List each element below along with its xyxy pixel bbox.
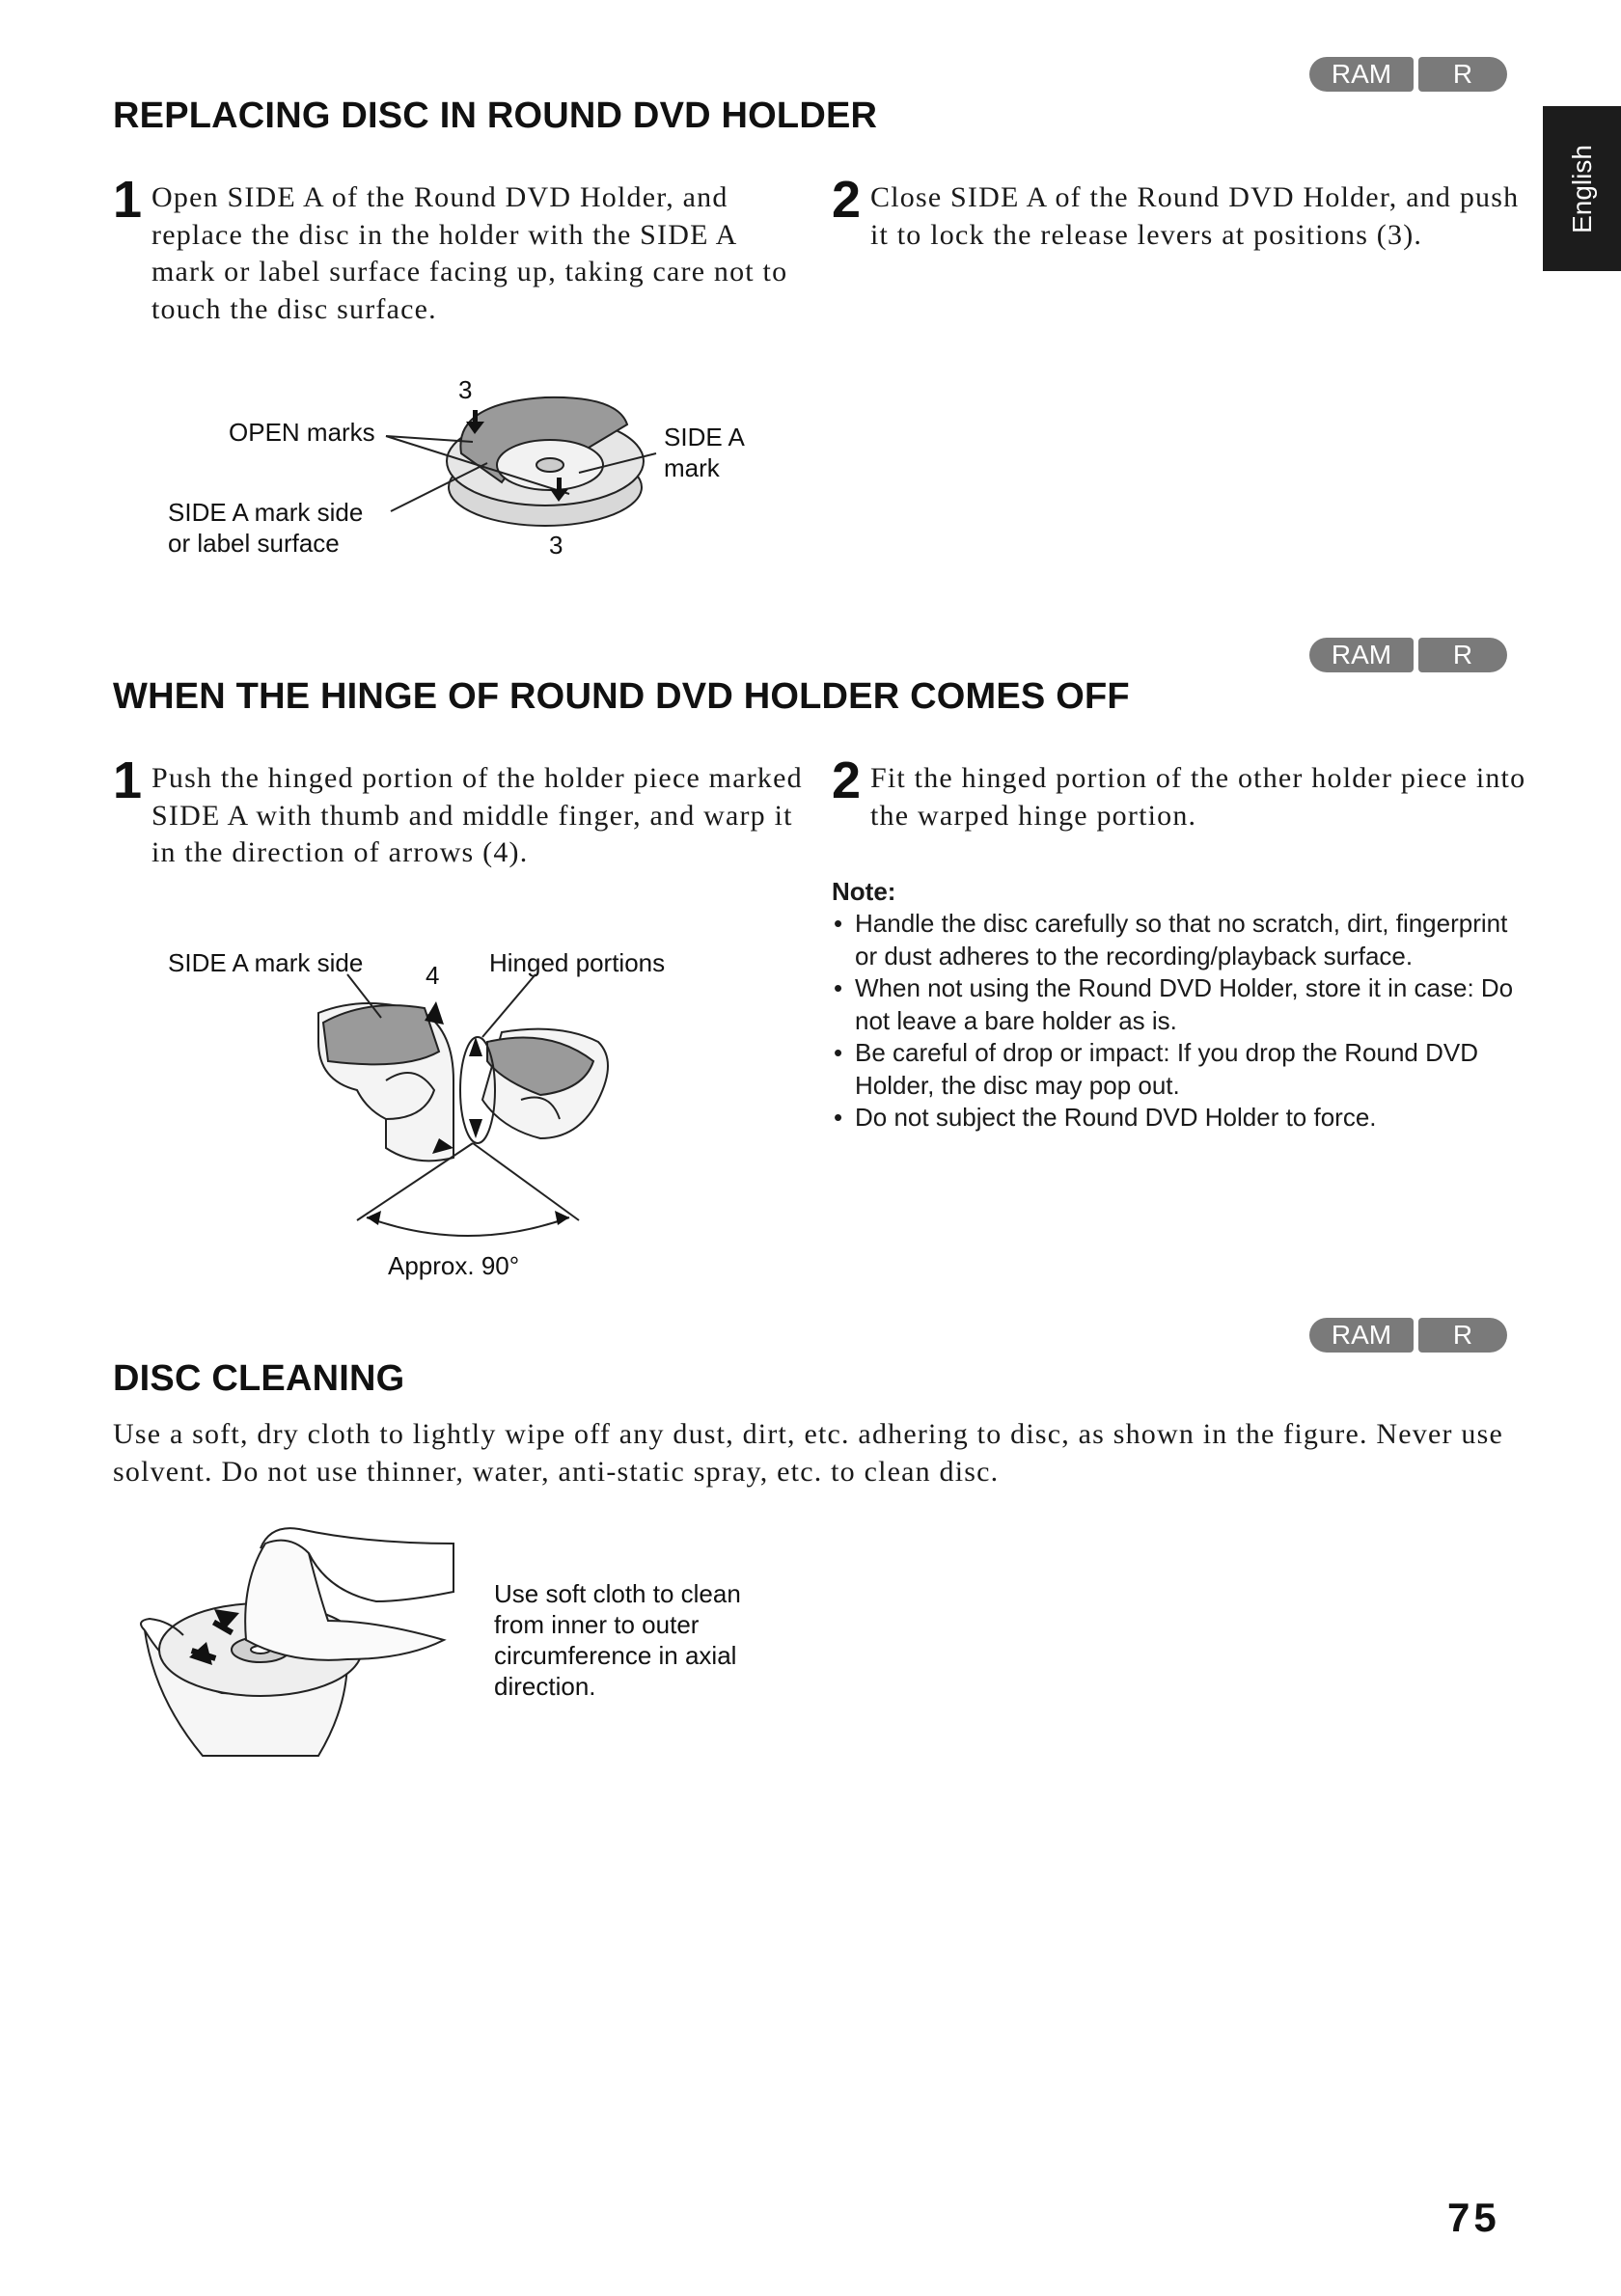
position-3-bottom-label: 3	[549, 531, 563, 560]
side-a-side-label-line2: or label surface	[168, 529, 340, 558]
language-tab-label: English	[1566, 144, 1597, 233]
step-number: 1	[113, 171, 143, 229]
cleaning-caption-line1: Use soft cloth to clean	[494, 1579, 741, 1608]
step-text: Open SIDE A of the Round DVD Holder, and replace the disc in the holder with the SIDE A mark or label surface facing up, taking care not to touch the disc surface.	[151, 181, 788, 325]
note-item: • Do not subject the Round DVD Holder to force.	[832, 1102, 1526, 1134]
position-3-top-label: 3	[458, 375, 473, 404]
ram-badge: RAM	[1309, 1318, 1414, 1353]
note-item: • Handle the disc carefully so that no scratch, dirt, fingerprint or dust adheres to the recording/playback surface.	[832, 908, 1526, 972]
note-item: • Be careful of drop or impact: If you drop the Round DVD Holder, the disc may pop out.	[832, 1037, 1526, 1102]
approx-angle-label: Approx. 90°	[388, 1251, 520, 1280]
cleaning-caption-line4: direction.	[494, 1672, 596, 1701]
ram-badge: RAM	[1309, 57, 1414, 92]
note-item: • When not using the Round DVD Holder, store it in case: Do not leave a bare holder as is.	[832, 972, 1526, 1037]
step-text: Push the hinged portion of the holder piece marked SIDE A with thumb and middle finger, and warp it in the direction of arrows (4).	[151, 762, 803, 868]
ram-badge: RAM	[1309, 638, 1414, 672]
page-number: 75	[1447, 2195, 1500, 2240]
step-text: Close SIDE A of the Round DVD Holder, and push it to lock the release levers at positions (3).	[870, 181, 1520, 251]
side-a-mark-label-line2: mark	[664, 453, 720, 482]
r-badge: R	[1418, 638, 1507, 672]
r-badge: R	[1418, 57, 1507, 92]
cleaning-caption-line2: from inner to outer	[494, 1610, 700, 1639]
disc-cleaning-text: Use a soft, dry cloth to lightly wipe off any dust, dirt, etc. adhering to disc, as shown in the figure. Never use solvent. Do not use thinner, water, anti-static spray, etc. to clean disc.	[113, 1418, 1503, 1488]
section3-title: DISC CLEANING	[113, 1358, 405, 1399]
r-badge: R	[1418, 1318, 1507, 1353]
open-marks-label: OPEN marks	[229, 418, 375, 447]
step-number: 1	[113, 752, 143, 809]
cleaning-caption-line3: circumference in axial	[494, 1641, 737, 1670]
side-a-mark-label-line1: SIDE A	[664, 423, 745, 451]
section1-title: REPLACING DISC IN ROUND DVD HOLDER	[113, 96, 878, 136]
step-number: 2	[832, 171, 862, 229]
step-text: Fit the hinged portion of the other holder piece into the warped hinge portion.	[870, 762, 1526, 832]
side-a-side-label-line1: SIDE A mark side	[168, 498, 364, 527]
section2-title: WHEN THE HINGE OF ROUND DVD HOLDER COMES OFF	[113, 676, 1130, 717]
note-title: Note:	[832, 877, 896, 906]
side-a-mark-side-label: SIDE A mark side	[168, 948, 364, 977]
arrow-4-label: 4	[426, 961, 440, 990]
step-number: 2	[832, 752, 862, 809]
hinged-portions-label: Hinged portions	[489, 948, 666, 977]
